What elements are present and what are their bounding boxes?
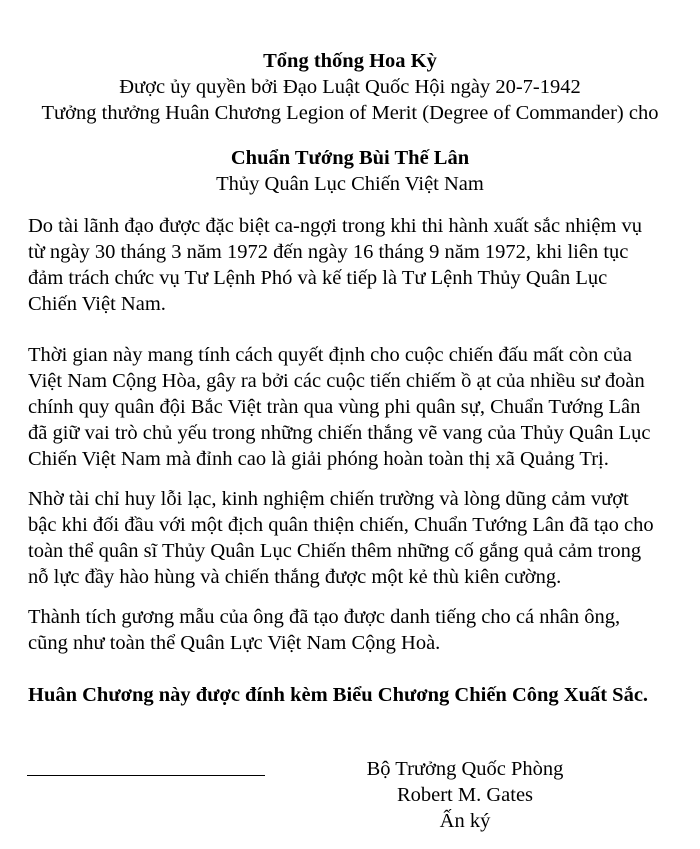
signature-line bbox=[27, 775, 265, 776]
signer-name: Robert M. Gates bbox=[396, 784, 534, 806]
paragraph-line: Nhờ tài chỉ huy lỗi lạc, kinh nghiệm chiến trường và lòng dũng cảm vượt bbox=[28, 488, 629, 510]
paragraph-line: Chiến Việt Nam. bbox=[28, 293, 166, 315]
recipient-unit: Thủy Quân Lục Chiến Việt Nam bbox=[216, 173, 484, 195]
award-line: Tưởng thưởng Huân Chương Legion of Merit (Degree of Commander) cho bbox=[41, 102, 659, 124]
paragraph-line: toàn thể quân sĩ Thủy Quân Lục Chiến thêm những cố gắng quả cảm trong bbox=[28, 540, 642, 562]
paragraph-4 bbox=[28, 604, 688, 656]
paragraph-1 bbox=[28, 213, 688, 317]
document-header bbox=[0, 48, 700, 126]
paragraph-line: Việt Nam Cộng Hòa, gây ra bởi các cuộc tiến chiếm ồ ạt của nhiều sư đoàn bbox=[28, 370, 645, 392]
document-title: Tổng thống Hoa Kỳ bbox=[263, 50, 437, 72]
closing-statement bbox=[28, 682, 688, 708]
paragraph-line: nỗ lực đầy hào hùng và chiến thắng được một kẻ thù kiên cường. bbox=[28, 566, 562, 588]
paragraph-line: Do tài lãnh đạo được đặc biệt ca-ngợi trong khi thi hành xuất sắc nhiệm vụ bbox=[28, 215, 643, 237]
paragraph-line: đã giữ vai trò chủ yếu trong những chiến thắng vẽ vang của Thủy Quân Lục bbox=[28, 422, 651, 444]
paragraph-3 bbox=[28, 486, 688, 590]
paragraph-2 bbox=[28, 342, 688, 472]
paragraph-line: Thành tích gương mẫu của ông đã tạo được danh tiếng cho cá nhân ông, bbox=[28, 606, 621, 628]
paragraph-line: Chiến Việt Nam mà đỉnh cao là giải phóng hoàn toàn thị xã Quảng Trị. bbox=[28, 448, 609, 470]
signer-position: Bộ Trưởng Quốc Phòng bbox=[366, 758, 564, 780]
paragraph-line: đảm trách chức vụ Tư Lệnh Phó và kế tiếp là Tư Lệnh Thủy Quân Lục bbox=[28, 267, 608, 289]
signature-note: Ấn ký bbox=[439, 810, 491, 832]
paragraph-line: Thời gian này mang tính cách quyết định cho cuộc chiến đấu mất còn của bbox=[28, 344, 632, 366]
recipient-block bbox=[0, 145, 700, 197]
paragraph-line: cũng như toàn thể Quân Lực Việt Nam Cộng Hoà. bbox=[28, 632, 441, 654]
recipient-name: Chuẩn Tướng Bùi Thế Lân bbox=[230, 147, 470, 169]
paragraph-line: chính quy quân đội Bắc Việt tràn qua vùng phi quân sự, Chuẩn Tướng Lân bbox=[28, 396, 641, 418]
signature-block bbox=[330, 756, 600, 834]
paragraph-line: bậc khi đối đầu với một địch quân thiện chiến, Chuẩn Tướng Lân đã tạo cho bbox=[28, 514, 654, 536]
paragraph-line: Huân Chương này được đính kèm Biểu Chương Chiến Công Xuất Sắc. bbox=[28, 684, 649, 706]
authority-line: Được ủy quyền bởi Đạo Luật Quốc Hội ngày 20-7-1942 bbox=[119, 76, 581, 98]
paragraph-line: từ ngày 30 tháng 3 năm 1972 đến ngày 16 tháng 9 năm 1972, khi liên tục bbox=[28, 241, 629, 263]
